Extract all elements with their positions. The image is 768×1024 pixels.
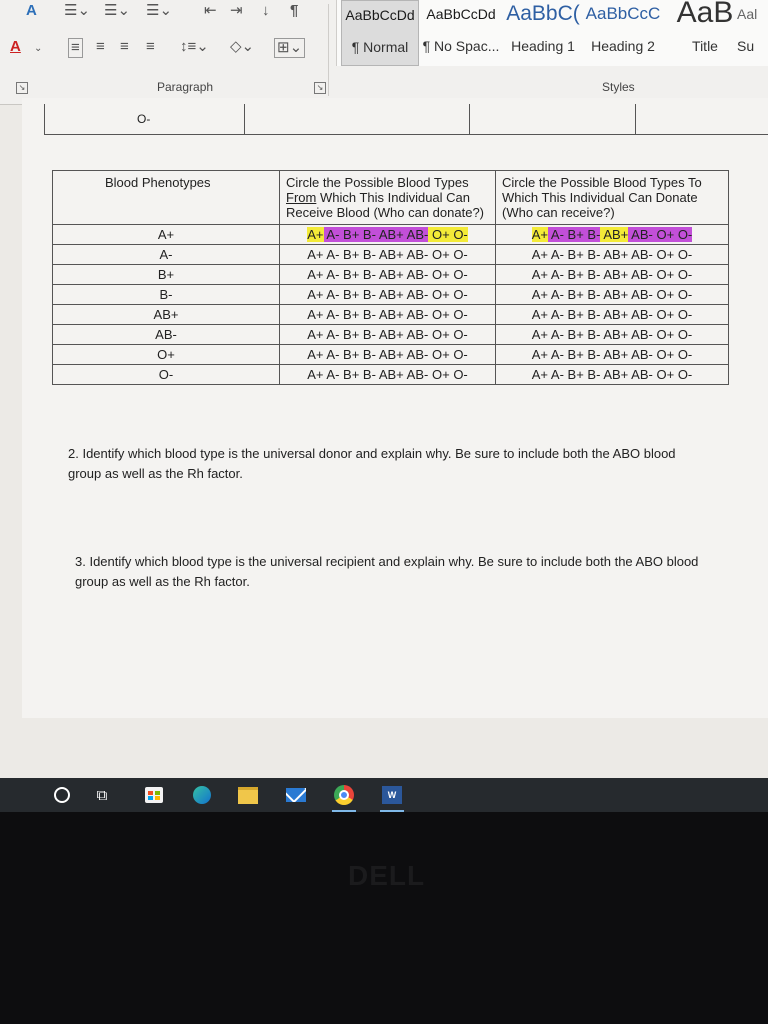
word-icon: W xyxy=(382,786,402,804)
multilevel-list-icon[interactable]: ☰⌄ xyxy=(146,2,173,19)
blood-type-option[interactable]: A+ xyxy=(307,367,324,382)
blood-type-option[interactable]: AB+ xyxy=(378,307,404,322)
blood-type-option[interactable]: O+ xyxy=(431,367,450,382)
table-row xyxy=(53,225,729,245)
paragraph-dialog-launcher[interactable]: ↘ xyxy=(314,82,326,94)
blood-type-option[interactable]: O+ xyxy=(431,327,450,342)
blood-type-option[interactable]: O+ xyxy=(431,227,450,242)
blood-type-option[interactable]: O+ xyxy=(656,367,675,382)
blood-type-option[interactable]: O- xyxy=(453,307,468,322)
mail-button[interactable] xyxy=(276,778,316,812)
taskbar xyxy=(0,778,768,812)
blood-type-option[interactable]: A- xyxy=(326,267,340,282)
blood-type-option[interactable]: AB+ xyxy=(378,227,404,242)
question-3[interactable]: 3. Identify which blood type is the universal recipient and explain why. Be sure to include both the ABO blood group as well as the Rh factor. xyxy=(75,554,699,589)
donate-options-cell xyxy=(496,305,729,325)
blood-type-option[interactable]: A+ xyxy=(307,347,324,362)
blood-type-option[interactable]: B- xyxy=(362,307,376,322)
header-phenotypes: Blood Phenotypes xyxy=(53,171,280,225)
blood-type-option[interactable]: O+ xyxy=(656,287,675,302)
blood-type-option[interactable]: A+ xyxy=(531,327,548,342)
donate-options-cell xyxy=(496,245,729,265)
blood-type-option[interactable]: AB+ xyxy=(378,287,404,302)
blood-type-option[interactable]: AB+ xyxy=(378,327,404,342)
blood-type-option[interactable]: B+ xyxy=(567,327,584,342)
edge-icon xyxy=(193,786,211,804)
phenotype-cell: B- xyxy=(53,285,280,305)
blood-type-option[interactable]: B+ xyxy=(343,327,360,342)
blood-type-option[interactable]: AB+ xyxy=(603,227,629,242)
blood-type-option[interactable]: O- xyxy=(677,287,693,302)
blood-type-option[interactable]: B- xyxy=(362,327,376,342)
donate-options-cell xyxy=(496,345,729,365)
edge-button[interactable] xyxy=(182,778,222,812)
style-title[interactable]: AaB Title xyxy=(676,0,734,54)
receive-options-cell xyxy=(280,345,496,365)
decrease-indent-icon[interactable]: ⇤ xyxy=(204,2,217,19)
phenotype-cell: B+ xyxy=(53,265,280,285)
phenotype-cell: A+ xyxy=(53,225,280,245)
style-heading-1[interactable]: AaBbC( Heading 1 xyxy=(506,2,580,54)
blood-type-option[interactable]: AB- xyxy=(406,247,429,262)
blood-type-option[interactable]: A- xyxy=(550,287,564,302)
blood-type-option[interactable]: AB- xyxy=(631,267,653,282)
blood-type-option[interactable]: A+ xyxy=(531,347,548,362)
blood-type-option[interactable]: B+ xyxy=(343,347,360,362)
table-row xyxy=(53,305,729,325)
blood-type-option[interactable]: AB- xyxy=(631,247,653,262)
blood-type-option[interactable]: A- xyxy=(326,287,340,302)
blood-type-option[interactable]: AB- xyxy=(406,227,429,242)
blood-type-option[interactable]: A+ xyxy=(307,307,324,322)
blood-type-option[interactable]: AB+ xyxy=(378,347,404,362)
blood-type-option[interactable]: B- xyxy=(587,247,601,262)
receive-options-cell xyxy=(280,265,496,285)
style-subtitle[interactable]: Aal Su xyxy=(737,6,758,54)
monitor-bezel xyxy=(0,812,768,1024)
blood-type-option[interactable]: O+ xyxy=(431,307,450,322)
blood-type-option[interactable]: B- xyxy=(362,247,376,262)
blood-type-option[interactable]: AB+ xyxy=(603,307,629,322)
blood-type-option[interactable]: O+ xyxy=(656,347,675,362)
blood-type-option[interactable]: B- xyxy=(362,347,376,362)
blood-type-option[interactable]: B- xyxy=(362,227,376,242)
font-color-icon[interactable]: A xyxy=(10,38,21,55)
blood-type-option[interactable]: O+ xyxy=(656,327,675,342)
blood-type-option[interactable]: B- xyxy=(587,367,601,382)
blood-type-option[interactable]: A+ xyxy=(307,247,324,262)
blood-type-option[interactable]: B+ xyxy=(343,367,360,382)
underlined-word: From xyxy=(286,190,317,205)
style-no-spacing[interactable]: AaBbCcDd ¶ No Spac... xyxy=(422,6,500,54)
blood-type-option[interactable]: A- xyxy=(550,267,564,282)
blood-type-option[interactable]: A- xyxy=(326,347,340,362)
style-heading-2[interactable]: AaBbCcC Heading 2 xyxy=(585,4,661,54)
chevron-down-icon[interactable]: ⌄ xyxy=(34,43,43,54)
borders-icon[interactable]: ⊞⌄ xyxy=(274,38,305,58)
blood-type-option[interactable]: O- xyxy=(677,247,693,262)
blood-type-option[interactable]: B+ xyxy=(567,267,584,282)
donate-options-cell xyxy=(496,265,729,285)
table-row xyxy=(53,265,729,285)
blood-type-option[interactable]: AB+ xyxy=(603,347,629,362)
blood-type-option[interactable]: O- xyxy=(677,227,693,242)
blood-type-option[interactable]: B- xyxy=(587,347,601,362)
table-row xyxy=(53,365,729,385)
donate-options-cell xyxy=(496,285,729,305)
blood-type-option[interactable]: AB- xyxy=(406,327,429,342)
receive-options-cell xyxy=(280,365,496,385)
table-row xyxy=(53,285,729,305)
line-spacing-icon[interactable]: ↕≡⌄ xyxy=(180,38,209,55)
blood-type-option[interactable]: O- xyxy=(677,267,693,282)
phenotype-cell: O- xyxy=(53,365,280,385)
blood-type-option[interactable]: B+ xyxy=(343,267,360,282)
blood-type-option[interactable]: A- xyxy=(550,227,564,242)
blood-type-option[interactable]: A+ xyxy=(531,307,548,322)
blood-type-option[interactable]: AB- xyxy=(406,287,429,302)
blood-type-option[interactable]: AB+ xyxy=(603,267,629,282)
phenotype-cell: AB+ xyxy=(53,305,280,325)
blood-type-option[interactable]: AB+ xyxy=(603,247,629,262)
blood-type-option[interactable]: AB- xyxy=(406,307,429,322)
receive-options-cell xyxy=(280,285,496,305)
blood-type-option[interactable]: O- xyxy=(453,347,468,362)
word-button[interactable] xyxy=(372,778,412,812)
blood-type-option[interactable]: A- xyxy=(326,247,340,262)
blood-type-option[interactable]: A+ xyxy=(307,327,324,342)
blood-type-option[interactable]: AB+ xyxy=(603,367,629,382)
blood-type-option[interactable]: AB- xyxy=(406,267,429,282)
blood-type-option[interactable]: AB- xyxy=(406,347,429,362)
table-cell xyxy=(635,104,768,134)
ribbon xyxy=(0,0,768,105)
blood-type-option[interactable]: A- xyxy=(550,347,564,362)
donate-options-cell xyxy=(496,325,729,345)
question-2[interactable]: 2. Identify which blood type is the universal donor and explain why. Be sure to include both the ABO blood group as well as the Rh factor. xyxy=(68,446,676,481)
blood-type-option[interactable]: AB+ xyxy=(603,327,629,342)
receive-options-cell xyxy=(280,245,496,265)
receive-options-cell xyxy=(280,305,496,325)
blood-type-option[interactable]: B- xyxy=(587,287,601,302)
pilcrow-icon[interactable]: ¶ xyxy=(290,2,299,19)
increase-indent-icon[interactable]: ⇥ xyxy=(230,2,243,19)
blood-type-option[interactable]: O+ xyxy=(431,287,450,302)
align-center-icon[interactable]: ≡ xyxy=(96,38,105,55)
blood-type-option[interactable]: AB+ xyxy=(603,287,629,302)
blood-type-option[interactable]: O+ xyxy=(656,307,675,322)
blood-type-option[interactable]: B- xyxy=(587,307,601,322)
bullets-icon[interactable]: ☰⌄ xyxy=(64,2,91,19)
blood-type-option[interactable]: AB+ xyxy=(378,247,404,262)
blood-type-option[interactable]: AB- xyxy=(631,307,653,322)
blood-type-option[interactable]: B+ xyxy=(567,307,584,322)
blood-type-option[interactable]: AB- xyxy=(631,227,653,242)
phenotype-cell: AB- xyxy=(53,325,280,345)
blood-type-option[interactable]: O+ xyxy=(656,247,675,262)
chrome-icon xyxy=(334,785,354,805)
blood-type-option[interactable]: O- xyxy=(453,367,468,382)
blood-type-option[interactable]: B+ xyxy=(567,367,584,382)
folder-icon xyxy=(238,787,258,804)
table-cell: O- xyxy=(45,104,245,134)
monitor-brand-logo: DELL xyxy=(348,860,426,891)
blood-type-option[interactable]: B+ xyxy=(567,347,584,362)
header-donate-to: Circle the Possible Blood Types To Which This Individual Can Donate (Who can receive?) xyxy=(496,171,729,225)
blood-type-option[interactable]: O- xyxy=(453,287,468,302)
blood-type-option[interactable]: O- xyxy=(677,307,693,322)
blood-type-option[interactable]: O- xyxy=(677,327,693,342)
align-left-icon[interactable]: ≡ xyxy=(68,38,83,58)
text-effects-icon[interactable]: A xyxy=(26,2,37,19)
blood-type-option[interactable]: O- xyxy=(453,247,468,262)
blood-type-option[interactable]: B+ xyxy=(343,227,360,242)
blood-type-table xyxy=(52,170,729,385)
justify-icon[interactable]: ≡ xyxy=(146,38,155,55)
donate-options-cell xyxy=(496,365,729,385)
shading-icon[interactable]: ◇⌄ xyxy=(230,38,255,55)
styles-gallery xyxy=(336,0,768,66)
phenotype-cell: O+ xyxy=(53,345,280,365)
chrome-button[interactable] xyxy=(324,778,364,812)
blood-type-option[interactable]: B- xyxy=(362,267,376,282)
blood-type-option[interactable]: B+ xyxy=(567,247,584,262)
blood-type-option[interactable]: A- xyxy=(326,227,340,242)
blood-type-option[interactable]: AB+ xyxy=(378,367,404,382)
blood-type-option[interactable]: A- xyxy=(550,327,564,342)
donate-options-cell xyxy=(496,225,729,245)
blood-type-option[interactable]: A+ xyxy=(307,227,324,242)
blood-type-option[interactable]: A- xyxy=(326,327,340,342)
blood-type-option[interactable]: B+ xyxy=(343,287,360,302)
blood-type-option[interactable]: A- xyxy=(550,367,564,382)
styles-group-label: Styles xyxy=(602,80,635,94)
previous-table-row xyxy=(44,104,768,135)
blood-type-option[interactable]: O- xyxy=(453,227,468,242)
blood-type-option[interactable]: A+ xyxy=(531,367,548,382)
blood-type-option[interactable]: O- xyxy=(677,367,693,382)
table-row xyxy=(53,345,729,365)
blood-type-option[interactable]: A+ xyxy=(531,267,548,282)
phenotype-cell: A- xyxy=(53,245,280,265)
blood-type-option[interactable]: B- xyxy=(587,267,601,282)
blood-type-option[interactable]: AB- xyxy=(631,347,653,362)
task-view-icon: ⧉ xyxy=(96,786,108,804)
blood-type-option[interactable]: A+ xyxy=(307,267,324,282)
table-cell xyxy=(469,104,636,134)
receive-options-cell xyxy=(280,325,496,345)
ribbon-separator xyxy=(328,4,329,96)
blood-type-option[interactable]: O+ xyxy=(656,267,675,282)
search-button[interactable] xyxy=(42,778,82,812)
blood-type-option[interactable]: AB- xyxy=(631,287,653,302)
blood-type-option[interactable]: A+ xyxy=(531,287,548,302)
table-cell xyxy=(245,104,470,134)
blood-type-option[interactable]: A+ xyxy=(531,227,548,242)
file-explorer-button[interactable] xyxy=(228,778,268,812)
style-normal[interactable]: AaBbCcDd ¶ Normal xyxy=(341,0,419,66)
blood-type-option[interactable]: O+ xyxy=(431,247,450,262)
blood-type-option[interactable]: O+ xyxy=(656,227,675,242)
blood-type-option[interactable]: B+ xyxy=(343,307,360,322)
blood-type-option[interactable]: O- xyxy=(453,327,468,342)
blood-type-option[interactable]: A- xyxy=(326,307,340,322)
task-view-button[interactable] xyxy=(82,778,122,812)
paragraph-group-label: Paragraph xyxy=(157,80,214,94)
store-button[interactable] xyxy=(134,778,174,812)
search-circle-icon xyxy=(54,787,70,803)
blood-type-option[interactable]: A- xyxy=(550,247,564,262)
blood-type-option[interactable]: B+ xyxy=(567,227,584,242)
blood-type-option[interactable]: A- xyxy=(550,307,564,322)
align-right-icon[interactable]: ≡ xyxy=(120,38,129,55)
numbering-icon[interactable]: ☰⌄ xyxy=(104,2,131,19)
blood-type-option[interactable]: AB- xyxy=(406,367,429,382)
blood-type-option[interactable]: O+ xyxy=(431,267,450,282)
blood-type-option[interactable]: AB- xyxy=(631,367,653,382)
mail-icon xyxy=(286,788,306,802)
blood-type-option[interactable]: AB- xyxy=(631,327,653,342)
blood-type-option[interactable]: O+ xyxy=(431,347,450,362)
blood-type-option[interactable]: O- xyxy=(677,347,693,362)
table-row xyxy=(53,325,729,345)
blood-type-option[interactable]: B+ xyxy=(343,247,360,262)
blood-type-option[interactable]: O- xyxy=(453,267,468,282)
blood-type-option[interactable]: B- xyxy=(362,287,376,302)
header-receive-from: Circle the Possible Blood Types From Which This Individual Can Receive Blood (Who can donate?) xyxy=(280,171,496,225)
document-page[interactable] xyxy=(22,98,768,718)
blood-type-option[interactable]: A- xyxy=(326,367,340,382)
blood-type-option[interactable]: A+ xyxy=(307,287,324,302)
receive-options-cell xyxy=(280,225,496,245)
blood-type-option[interactable]: AB+ xyxy=(378,267,404,282)
blood-type-option[interactable]: B+ xyxy=(567,287,584,302)
blood-type-option[interactable]: B- xyxy=(587,227,601,242)
sort-icon[interactable]: ↓ xyxy=(262,2,270,19)
table-header-row xyxy=(53,171,729,225)
table-row xyxy=(53,245,729,265)
blood-type-option[interactable]: B- xyxy=(587,327,601,342)
font-dialog-launcher[interactable]: ↘ xyxy=(16,82,28,94)
blood-type-option[interactable]: A+ xyxy=(531,247,548,262)
store-icon xyxy=(145,787,163,803)
blood-type-option[interactable]: B- xyxy=(362,367,376,382)
